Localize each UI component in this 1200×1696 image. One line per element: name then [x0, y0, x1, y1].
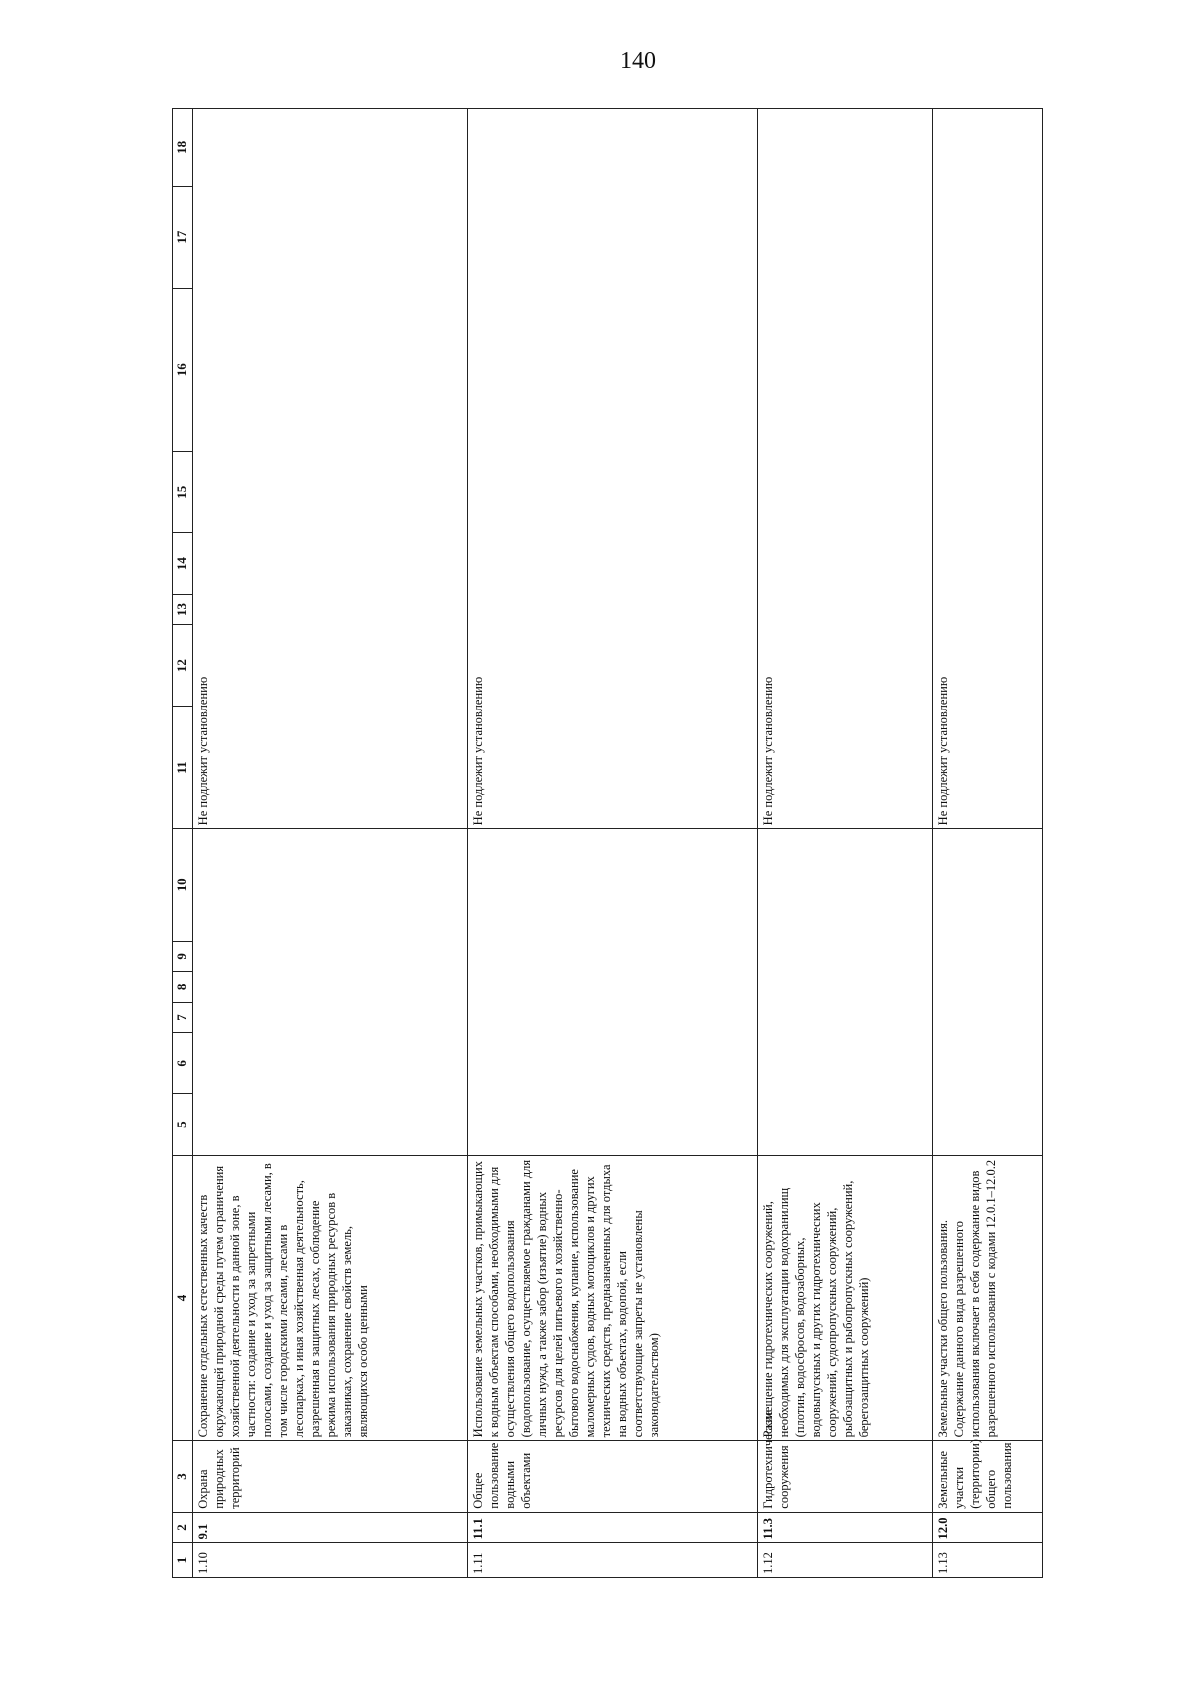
row-description: Земельные участки общего пользования. Содержание данного вида разрешенного использования включает в себя содержание видов разрешенного использования с кодами 12.0.1–12.0.2 — [933, 1155, 1043, 1441]
column-number: 2 — [173, 1512, 193, 1543]
rotated-table-frame — [172, 108, 1122, 1578]
column-number: 15 — [173, 451, 193, 533]
column-number: 6 — [173, 1033, 193, 1094]
table-row — [758, 109, 933, 1578]
row-name: Охрана природных территорий — [193, 1441, 468, 1512]
row-note: Не подлежит установлению — [193, 109, 468, 829]
empty-cell — [933, 829, 1043, 1155]
empty-cell — [758, 829, 933, 1155]
column-number: 13 — [173, 594, 193, 625]
row-note: Не подлежит установлению — [933, 109, 1043, 829]
empty-cell — [468, 829, 758, 1155]
land-use-table — [172, 108, 1043, 1578]
column-number-row — [173, 109, 193, 1578]
column-number: 4 — [173, 1155, 193, 1441]
row-note: Не подлежит установлению — [758, 109, 933, 829]
column-number: 14 — [173, 533, 193, 594]
column-number: 9 — [173, 941, 193, 972]
row-code: 9.1 — [193, 1512, 468, 1543]
table-row — [933, 109, 1043, 1578]
row-code: 11.3 — [758, 1512, 933, 1543]
row-description: Размещение гидротехнических сооружений, необходимых для эксплуатации водохранилищ (плотин, водосбросов, водозаборных, водовыпускных и других гидротехнических сооружений, судопропускных сооружений, рыбозащитных и рыбопропускных сооружений, берегозащитных сооружений) — [758, 1155, 933, 1441]
column-number: 3 — [173, 1441, 193, 1512]
column-number: 10 — [173, 829, 193, 941]
row-code: 12.0 — [933, 1512, 1043, 1543]
column-number: 8 — [173, 972, 193, 1003]
column-number: 18 — [173, 109, 193, 187]
row-name: Гидротехнические сооружения — [758, 1441, 933, 1512]
column-number: 5 — [173, 1094, 193, 1155]
column-number: 7 — [173, 1002, 193, 1033]
page-number: 140 — [620, 48, 656, 74]
row-number: 1.11 — [468, 1543, 758, 1578]
row-code: 11.1 — [468, 1512, 758, 1543]
row-number: 1.10 — [193, 1543, 468, 1578]
empty-cell — [193, 829, 468, 1155]
row-name: Общее пользование водными объектами — [468, 1441, 758, 1512]
table-row — [193, 109, 468, 1578]
column-number: 17 — [173, 186, 193, 288]
column-number: 16 — [173, 288, 193, 451]
column-number: 11 — [173, 706, 193, 828]
row-description: Использование земельных участков, примыкающих к водным объектам способами, необходимыми для осуществления общего водопользования (водопользование, осуществляемое гражданами для личных нужд, а также забор (изъятие) водных ресурсов для целей питьевого и хозяйственно-бытового водоснабжения, купание, использование маломерных судов, водных мотоциклов и других технических средств, предназначенных для отдыха на водных объектах, водопой, если соответствующие запреты не установлены законодательством) — [468, 1155, 758, 1441]
row-description: Сохранение отдельных естественных качеств окружающей природной среды путем ограничения хозяйственной деятельности в данной зоне, в частности: создание и уход за запретными полосами, создание и уход за защитными лесами, в том числе городскими лесами, лесами в лесопарках, и иная хозяйственная деятельность, разрешенная в защитных лесах, соблюдение режима использования природных ресурсов в заказниках, сохранение свойств земель, являющихся особо ценными — [193, 1155, 468, 1441]
column-number: 12 — [173, 625, 193, 707]
row-number: 1.12 — [758, 1543, 933, 1578]
row-name: Земельные участки (территории) общего пользования — [933, 1441, 1043, 1512]
row-number: 1.13 — [933, 1543, 1043, 1578]
column-number: 1 — [173, 1543, 193, 1578]
row-note: Не подлежит установлению — [468, 109, 758, 829]
table-row — [468, 109, 758, 1578]
